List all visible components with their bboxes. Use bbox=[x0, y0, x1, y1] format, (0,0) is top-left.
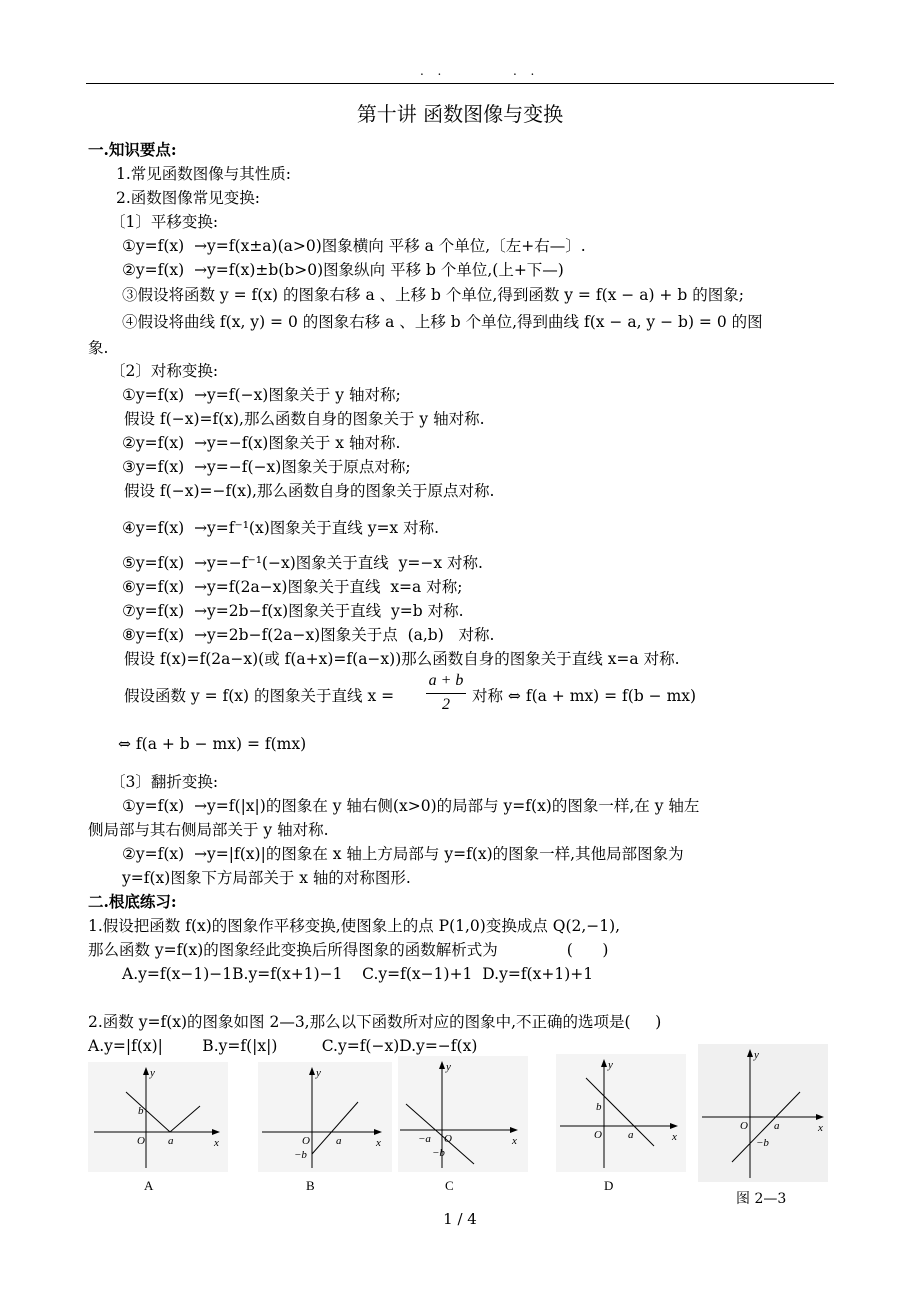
text-line: ④y=f(x) →y=f⁻¹(x)图象关于直线 y=x 对称. bbox=[122, 519, 440, 537]
text-line: A.y=|f(x)| B.y=f(|x|) C.y=f(−x)D.y=−f(x) bbox=[88, 1037, 478, 1055]
graph-d bbox=[556, 1054, 686, 1172]
caption-c: C bbox=[445, 1178, 454, 1193]
text-line: ③y=f(x) →y=−f(−x)图象关于原点对称; bbox=[122, 458, 411, 476]
neg-b-label: −b bbox=[432, 1147, 445, 1159]
b-label: b bbox=[138, 1105, 144, 1117]
text-line: ⑦y=f(x) →y=2b−f(x)图象关于直线 y=b 对称. bbox=[122, 602, 464, 620]
text-line: ①y=f(x) →y=f(|x|)的图象在 y 轴右侧(x>0)的局部与 y=f(x)的图象一样,在 y 轴左 bbox=[122, 797, 700, 815]
x-axis-label: x bbox=[818, 1122, 823, 1134]
text-line: 2.函数图像常见变换: bbox=[116, 189, 261, 207]
fraction-bar bbox=[426, 693, 466, 694]
text-line: ②y=f(x) →y=|f(x)|的图象在 x 轴上方局部与 y=f(x)的图象一样,其他局部图象为 bbox=[122, 845, 684, 863]
text-line: 假设 f(x)=f(2a−x)(或 f(a+x)=f(a−x))那么函数自身的图象关于直线 x=a 对称. bbox=[124, 650, 680, 668]
text-line: 假设函数 y = f(x) 的图象关于直线 x = bbox=[124, 687, 395, 705]
x-axis-label: x bbox=[672, 1131, 677, 1143]
page-number: 1 / 4 bbox=[443, 1210, 477, 1228]
header-dots: . . . . bbox=[420, 64, 537, 78]
text-line: 〔3〕翻折变换: bbox=[110, 773, 219, 791]
origin-label: O bbox=[594, 1129, 602, 1141]
figure-caption: 图 2—3 bbox=[736, 1191, 787, 1207]
text-line: ⇔ f(a + b − mx) = f(mx) bbox=[118, 735, 307, 753]
text-line: ⑧y=f(x) →y=2b−f(2a−x)图象关于点 (a,b) 对称. bbox=[122, 626, 495, 644]
text-line: 侧局部与其右侧局部关于 y 轴对称. bbox=[88, 821, 329, 839]
caption-b: B bbox=[306, 1178, 315, 1193]
y-axis-label: y bbox=[150, 1067, 155, 1079]
text-line: 对称 ⇔ f(a + mx) = f(b − mx) bbox=[472, 687, 697, 705]
text-line: 〔2〕对称变换: bbox=[110, 362, 219, 380]
text-line: 〔1〕平移变换: bbox=[110, 213, 219, 231]
text-line: 假设 f(−x)=−f(x),那么函数自身的图象关于原点对称. bbox=[124, 482, 495, 500]
page-title: 第十讲 函数图像与变换 bbox=[356, 102, 564, 126]
text-line: 1.常见函数图像与其性质: bbox=[116, 165, 292, 183]
neg-b-label: −b bbox=[294, 1149, 307, 1161]
text-line: A.y=f(x−1)−1B.y=f(x+1)−1 C.y=f(x−1)+1 D.y=f(x+1)+1 bbox=[122, 965, 594, 983]
x-axis-label: x bbox=[512, 1135, 517, 1147]
text-line: 假设 f(−x)=f(x),那么函数自身的图象关于 y 轴对称. bbox=[124, 410, 485, 428]
a-label: a bbox=[336, 1135, 342, 1147]
y-axis-label: y bbox=[446, 1061, 451, 1073]
origin-label: O bbox=[137, 1135, 145, 1147]
text-line: ⑥y=f(x) →y=f(2a−x)图象关于直线 x=a 对称; bbox=[122, 578, 463, 596]
y-axis-label: y bbox=[608, 1059, 613, 1071]
graph-main bbox=[698, 1044, 828, 1182]
text-line: 1.假设把函数 f(x)的图象作平移变换,使图象上的点 P(1,0)变换成点 Q(2,−1), bbox=[88, 917, 621, 935]
text-line: ②y=f(x) →y=f(x)±b(b>0)图象纵向 平移 b 个单位,(上+下—) bbox=[122, 261, 564, 279]
y-axis-label: y bbox=[316, 1067, 321, 1079]
section-heading-1: 一.知识要点: bbox=[88, 140, 177, 159]
text-line: ③假设将函数 y = f(x) 的图象右移 a 、上移 b 个单位,得到函数 y = f(x − a) + b 的图象; bbox=[122, 286, 744, 304]
origin-label: O bbox=[740, 1120, 748, 1132]
caption-a: A bbox=[144, 1178, 154, 1193]
a-label: a bbox=[168, 1135, 174, 1147]
graph-c bbox=[398, 1056, 528, 1172]
a-label: a bbox=[774, 1120, 780, 1132]
text-line: ④假设将曲线 f(x, y) = 0 的图象右移 a 、上移 b 个单位,得到曲线 f(x − a, y − b) = 0 的图 bbox=[122, 313, 763, 331]
caption-d: D bbox=[604, 1178, 614, 1193]
header-rule bbox=[86, 83, 834, 84]
text-line: ①y=f(x) →y=f(−x)图象关于 y 轴对称; bbox=[122, 386, 401, 404]
text-line: 那么函数 y=f(x)的图象经此变换后所得图象的函数解析式为 ( ) bbox=[88, 941, 609, 959]
y-axis-label: y bbox=[754, 1049, 759, 1061]
b-label: b bbox=[596, 1101, 602, 1113]
x-axis-label: x bbox=[376, 1137, 381, 1149]
origin-label: O bbox=[444, 1133, 452, 1145]
text-line: 象. bbox=[88, 339, 109, 357]
origin-label: O bbox=[302, 1135, 310, 1147]
graph-b bbox=[258, 1062, 392, 1172]
graph-a bbox=[88, 1062, 228, 1172]
fraction-numerator: a + b bbox=[428, 672, 464, 689]
section-heading-2: 二.根底练习: bbox=[88, 892, 177, 911]
text-line: y=f(x)图象下方局部关于 x 轴的对称图形. bbox=[122, 869, 411, 887]
a-label: a bbox=[628, 1129, 634, 1141]
x-axis-label: x bbox=[214, 1137, 219, 1149]
text-line: ②y=f(x) →y=−f(x)图象关于 x 轴对称. bbox=[122, 434, 401, 452]
text-line: 2.函数 y=f(x)的图象如图 2—3,那么以下函数所对应的图象中,不正确的选项是( ) bbox=[88, 1013, 662, 1031]
neg-a-label: −a bbox=[418, 1133, 431, 1145]
neg-b-label: −b bbox=[756, 1137, 769, 1149]
fraction-denominator: 2 bbox=[442, 696, 450, 713]
text-line: ⑤y=f(x) →y=−f⁻¹(−x)图象关于直线 y=−x 对称. bbox=[122, 554, 483, 572]
text-line: ①y=f(x) →y=f(x±a)(a>0)图象横向 平移 a 个单位,〔左+右—〕. bbox=[122, 237, 586, 255]
